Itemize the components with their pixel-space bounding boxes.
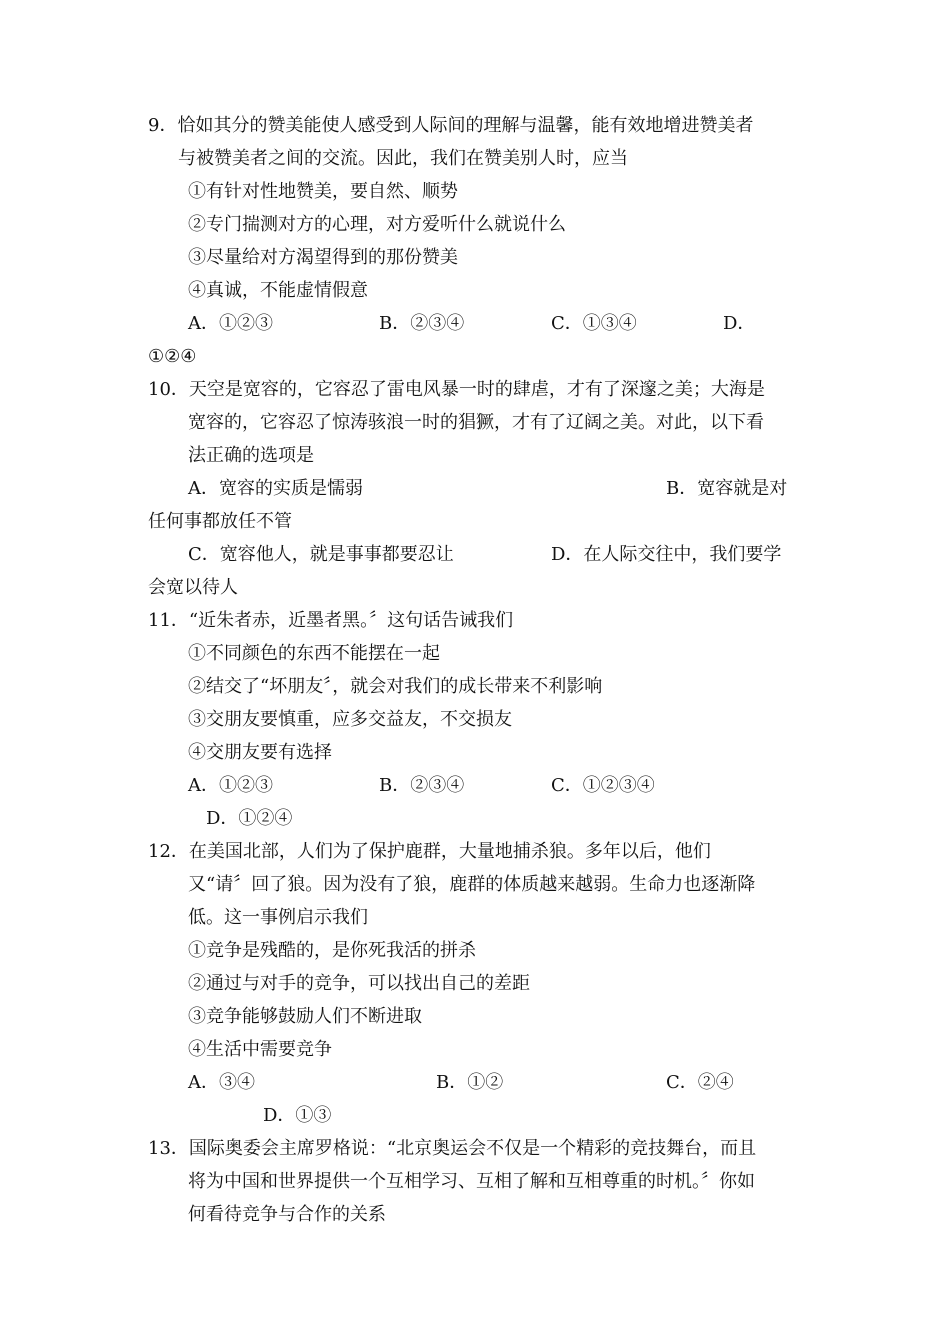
question-9-item-2: ②专门揣测对方的心理，对方爱听什么就说什么 bbox=[188, 214, 566, 235]
question-10-stem-line-2: 宽容的，它容忍了惊涛骇浪一时的猖獗，才有了辽阔之美。对此，以下看 bbox=[188, 412, 764, 433]
question-13-stem-line-2: 将为中国和世界提供一个互相学习、互相了解和互相尊重的时机。〞你如 bbox=[188, 1171, 755, 1192]
question-11-option-d: D．①②④ bbox=[206, 808, 293, 829]
question-10-option-b: B．宽容就是对 bbox=[666, 478, 788, 499]
question-10-option-c: C．宽容他人，就是事事都要忍让 bbox=[188, 544, 454, 565]
question-11-item-2: ②结交了“坏朋友〞，就会对我们的成长带来不利影响 bbox=[188, 676, 603, 697]
question-12-item-4: ④生活中需要竞争 bbox=[188, 1039, 332, 1060]
question-11-option-c: C．①②③④ bbox=[551, 775, 655, 796]
question-12-option-d: D．①③ bbox=[263, 1105, 332, 1126]
question-13-stem-line-1: 13．国际奥委会主席罗格说：“北京奥运会不仅是一个精彩的竞技舞台，而且 bbox=[148, 1138, 757, 1159]
question-9-item-3: ③尽量给对方渴望得到的那份赞美 bbox=[188, 247, 458, 268]
question-10-option-d-continued: 会宽以待人 bbox=[148, 577, 238, 598]
question-10-stem-line-1: 10．天空是宽容的，它容忍了雷电风暴一时的肆虐，才有了深邃之美；大海是 bbox=[148, 379, 765, 400]
question-12-option-b: B．①② bbox=[436, 1072, 504, 1093]
question-9-option-d-continued: ①②④ bbox=[148, 346, 197, 367]
question-12-item-1: ①竞争是残酷的，是你死我活的拼杀 bbox=[188, 940, 476, 961]
question-10-option-b-continued: 任何事都放任不管 bbox=[148, 511, 292, 532]
question-9-stem-line-1: 9．恰如其分的赞美能使人感受到人际间的理解与温馨，能有效地增进赞美者 bbox=[148, 115, 754, 136]
question-12-stem-line-3: 低。这一事例启示我们 bbox=[188, 907, 368, 928]
question-10-option-a: A．宽容的实质是懦弱 bbox=[188, 478, 363, 499]
question-9-option-b: B．②③④ bbox=[379, 313, 465, 334]
question-11-stem-line-1: 11．“近朱者赤，近墨者黑。〞这句话告诫我们 bbox=[148, 610, 514, 631]
question-10-stem-line-3: 法正确的选项是 bbox=[188, 445, 314, 466]
question-9-option-c: C．①③④ bbox=[551, 313, 637, 334]
question-11-option-b: B．②③④ bbox=[379, 775, 465, 796]
question-11-item-1: ①不同颜色的东西不能摆在一起 bbox=[188, 643, 440, 664]
question-11-item-4: ④交朋友要有选择 bbox=[188, 742, 332, 763]
question-12-stem-line-1: 12．在美国北部，人们为了保护鹿群，大量地捕杀狼。多年以后，他们 bbox=[148, 841, 711, 862]
question-9-stem-line-2: 与被赞美者之间的交流。因此，我们在赞美别人时，应当 bbox=[178, 148, 628, 169]
question-11-option-a: A．①②③ bbox=[188, 775, 273, 796]
question-12-item-2: ②通过与对手的竞争，可以找出自己的差距 bbox=[188, 973, 530, 994]
question-9-item-4: ④真诚，不能虚情假意 bbox=[188, 280, 368, 301]
question-13-stem-line-3: 何看待竞争与合作的关系 bbox=[188, 1204, 386, 1225]
question-12-item-3: ③竞争能够鼓励人们不断进取 bbox=[188, 1006, 422, 1027]
question-9-item-1: ①有针对性地赞美，要自然、顺势 bbox=[188, 181, 458, 202]
question-10-option-d: D．在人际交往中，我们要学 bbox=[551, 544, 782, 565]
question-12-option-a: A．③④ bbox=[188, 1072, 255, 1093]
question-9-option-a: A．①②③ bbox=[188, 313, 273, 334]
question-12-option-c: C．②④ bbox=[666, 1072, 734, 1093]
question-12-stem-line-2: 又“请〞回了狼。因为没有了狼，鹿群的体质越来越弱。生命力也逐渐降 bbox=[188, 874, 756, 895]
question-9-option-d: D． bbox=[723, 313, 756, 334]
question-11-item-3: ③交朋友要慎重，应多交益友，不交损友 bbox=[188, 709, 512, 730]
